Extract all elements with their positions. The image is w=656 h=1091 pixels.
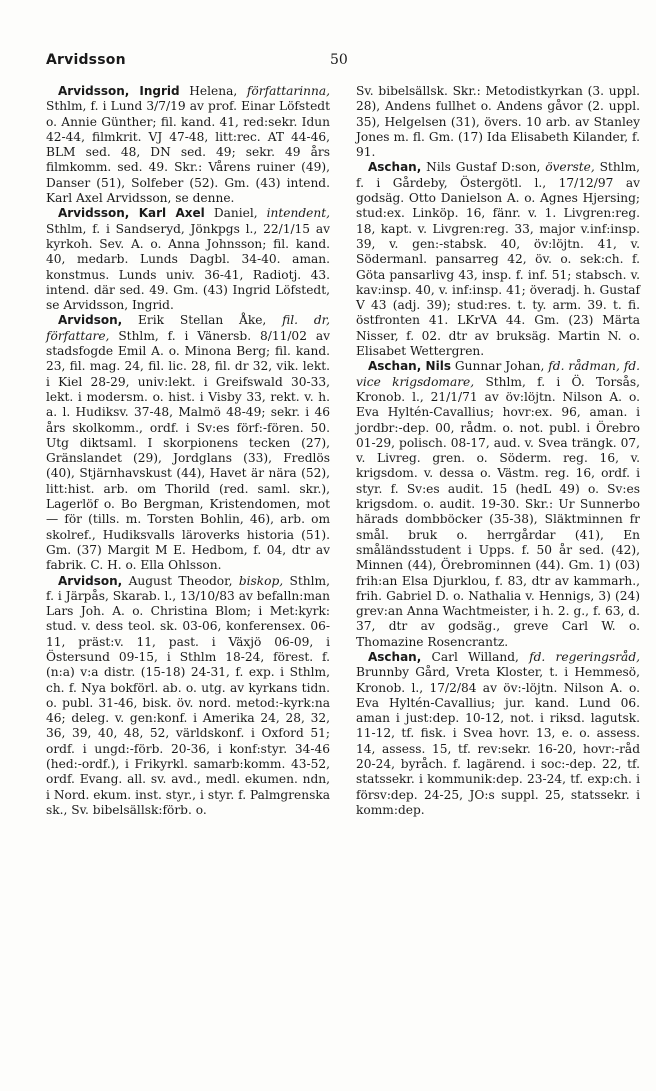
entry-body: Sthlm, f. i Lund 3/7/19 av prof. Einar Löfstedt o. Annie Günther; fil. kand. 41, red:sekr. Idun 42-44, filmkrit. VJ 47-48, litt:rec. AT 44-46, BLM sed. 48, DN sed. 49; sekr. 49 års filmkomm. sed. 49. Skr.: Vårens ruiner (49), Danser (51), Solfeber (52). Gm. (43) intend. Karl Axel Arvidsson, se denne. <box>46 99 330 206</box>
entry-body: Sthlm, f. i Vänersb. 8/11/02 av stadsfogde Emil A. o. Minona Berg; fil. kand. 23, fil. mag. 24, fil. lic. 28, fil. dr 32, vik. lekt. i Kiel 28-29, univ:lekt. i Greifswald 30-33, lekt. i modersm. o. hist. i Visby 33, rekt. v. h. a. l. Hudiksv. 37-48, Malmö 48-49; sekr. i 46 års skolkomm., ordf. i Sv:es förf:-fören. 50. Utg diktsaml. I skorpionens tecken (27), Gränslandet (29), Jordglans (33), Fredlös (40), Stjärnhavskust (44), Havet är nära (52), litt:hist. arb. om Thorild (red. saml. skr.), Lagerlöf o. Bo Bergman, Kristendomen, mot — för (tills. m. Torsten Bohlin, 46), arb. om skolref., Hudiksvalls läroverks historia (51). Gm. (37) Margit M E. Hedbom, f. 04, dtr av fabrik. C. H. o. Ella Ohlsson. <box>46 328 330 573</box>
entry-occupation: fd. regeringsråd, <box>518 649 640 664</box>
entry-occupation: intendent, <box>257 206 330 221</box>
entry-given-names: Gunnar Johan, <box>450 359 545 374</box>
biography-entry <box>356 160 640 359</box>
entry-given-names: Erik Stellan Åke, <box>122 313 267 328</box>
right-column <box>356 84 640 818</box>
entry-surname: Aschan, <box>368 649 422 664</box>
page-number: 50 <box>330 52 348 68</box>
entry-occupation: biskop, <box>232 573 284 588</box>
entry-given-name-emphasized: Karl Axel <box>129 206 205 221</box>
entry-body: Sv. bibelsällsk. Skr.: Metodistkyrkan (3. uppl. 28), Andens fullhet o. Andens gåvor (2. uppl. 35), Helgelsen (31), övers. 10 arb. av Stanley Jones m. fl. Gm. (17) Ida Elisabeth Kilander, f. 91. <box>356 84 640 160</box>
entry-given-names: Nils Gustaf D:son, <box>421 160 541 175</box>
biography-entry <box>46 313 330 573</box>
entry-body: Sthlm, f. i Gårdeby, Östergötl. l., 17/12/97 av godsäg. Otto Danielson A. o. Agnes Hjersing; stud:ex. Linköp. 16, fänr. v. 1. Livgren:reg. 18, kapt. v. Livgren:reg. 33, major v.inf:insp. 39, v. gen:-stabsk. 40, öv:löjtn. 41, v. Södermanl. pansarreg 42, öv. o. sek:ch. f. Göta pansarlivg 43, insp. f. inf. 51; stabsch. v. kav:insp. 40, v. inf:insp. 41; överadj. h. Gustaf V 43 (adj. 39); stud:res. t. ty. arm. 39. t. fi. östfronten 41. LKrVA 44. Gm. (23) Märta Nisser, f. 02. dtr av bruksäg. Martin N. o. Elisabet Wettergren. <box>356 160 640 359</box>
entry-given-name-emphasized: Ingrid <box>129 84 180 98</box>
left-column <box>46 84 330 818</box>
entry-surname: Arvidsson, <box>58 84 130 98</box>
biography-entry <box>356 359 640 650</box>
entry-surname: Aschan, <box>368 359 422 374</box>
entry-body: Sthlm, f. i Ö. Torsås, Kronob. l., 21/1/71 av öv:löjtn. Nilson A. o. Eva Hyltén-Cavallius; hovr:ex. 96, aman. i jordbr:-dep. 00, rådm. o. not. publ. i Örebro 01-29, polisch. 08-17, aud. v. Svea trängk. 07, v. Livreg. gren. o. Söderm. reg. 16, v. krigsdom. v. dessa o. Västm. reg. 16, ordf. i styr. f. Sv:es audit. 15 (hedL 49) o. Sv:es krigsdom. o. audit. 19-30. Skr.: Ur Sunnerbo härads dombböcker (35-38), Släktminnen fr smål. bruk o. herrgårdar (41), En småländsstudent i Upps. f. 50 år sed. (42), Minnen (44), Örebrominnen (44). Gm. 1) (03) frih:an Elsa Djurklou, f. 83, dtr av kammarh., frih. Gabriel D. o. Nathalia v. Hennigs, 3) (24) grev:an Anna Wachtmeister, i h. 2. g., f. 63, d. 37, dtr av godsäg., greve Carl W. o. Thomazine Rosencrantz. <box>356 374 640 649</box>
entry-given-names: Carl Willand, <box>421 649 519 664</box>
entry-occupation: fd. rådman, fd. vice krigsdomare, <box>356 359 641 389</box>
entry-given-names: August Theodor, <box>122 573 233 588</box>
entry-surname: Aschan, <box>368 160 422 175</box>
entry-given-names: Daniel, <box>204 206 258 221</box>
entry-surname: Arvidson, <box>58 573 123 588</box>
entry-body: Brunnby Gård, Vreta Kloster, t. i Hemmesö, Kronob. l., 17/2/84 av öv:-löjtn. Nilson A. o. Eva Hyltén-Cavallius; jur. kand. Lund 06. aman i just:dep. 10-12, not. i riksd. lagutsk. 11-12, tf. fisk. i Svea hovr. 13, e. o. assess. 14, assess. 15, tf. rev:sekr. 16-20, hovr:-råd 20-24, byråch. f. lagärend. i soc:-dep. 22, tf. statssekr. i kommunik:dep. 23-24, tf. exp:ch. i försv:dep. 24-25, JO:s suppl. 25, statssekr. i komm:dep. <box>356 665 640 817</box>
entry-surname: Arvidsson, <box>58 206 130 221</box>
biography-entry <box>356 650 640 818</box>
biography-entry <box>46 84 330 206</box>
entry-surname: Arvidson, <box>58 313 123 328</box>
entry-occupation: överste, <box>540 160 595 175</box>
entry-body: Sthlm, f. i Järpås, Skarab. l., 13/10/83 av befalln:man Lars Joh. A. o. Christina Blom; i Met:kyrk: stud. v. dess teol. sk. 03-06, konferensex. 06-11, präst:v. 11, past. i Växjö 06-09, i Östersund 09-15, i Sthlm 18-24, förest. f. (n:a) v:a distr. (15-18) 24-31, f. exp. i Sthlm, ch. f. Nya bokförl. ab. o. utg. av kyrkans tidn. o. publ. 31-46, bisk. öv. nord. metod:-kyrk:na 46; deleg. v. gen:konf. i Amerika 24, 28, 32, 36, 39, 40, 48, 52, världskonf. i Oxford 51; ordf. i ungd:-förb. 20-36, i konf:styr. 34-46 (hed:-ordf.), i Frikyrkl. samarb:komm. 43-52, ordf. Evang. all. sv. avd., medl. ekumen. ndn, i Nord. ekum. inst. styr., i styr. f. Palmgrenska sk., Sv. bibelsällsk:förb. o. <box>46 573 330 817</box>
entry-given-names: Helena, <box>179 84 238 98</box>
entry-occupation: fil. dr, författare, <box>46 313 330 343</box>
entry-body: Sthlm, f. i Sandseryd, Jönkpgs l., 22/1/15 av kyrkoh. Sev. A. o. Anna Johnsson; fil. kand. 40, medarb. Lunds Dagbl. 34-40. aman. konstmus. Lunds univ. 36-41, Radiotj. 43. intend. där sed. 49. Gm. (43) Ingrid Löfstedt, se Arvidsson, Ingrid. <box>46 221 330 313</box>
entry-given-name-emphasized: Nils <box>421 359 451 374</box>
running-head: Arvidsson <box>46 52 126 68</box>
entry-occupation: författarinna, <box>237 84 330 98</box>
biography-entry <box>356 84 640 160</box>
biography-entry <box>46 206 330 313</box>
biography-entry <box>46 574 330 819</box>
